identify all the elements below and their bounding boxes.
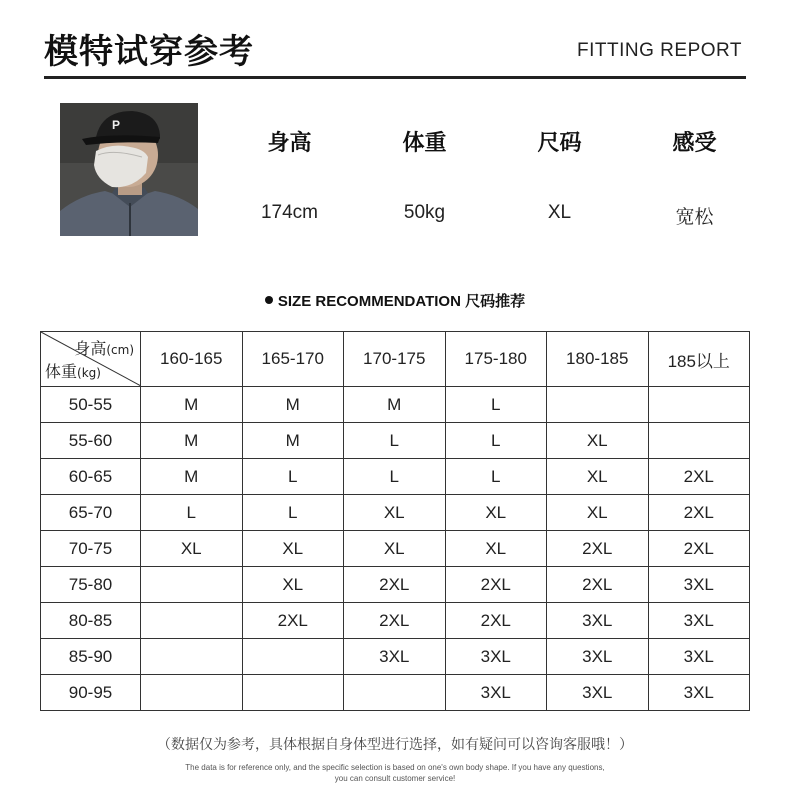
- height-range-header: 180-185: [547, 332, 649, 387]
- page-title: 模特试穿参考: [44, 32, 254, 72]
- weight-range-cell: 80-85: [41, 603, 141, 639]
- table-row: [41, 567, 750, 603]
- size-cell: M: [344, 387, 446, 423]
- size-cell: 2XL: [547, 567, 649, 603]
- size-cell: 3XL: [648, 603, 750, 639]
- size-table: [40, 331, 750, 711]
- info-value-size: XL: [547, 202, 572, 223]
- footer-note-en-line1: The data is for reference only, and the specific selection is based on one's own body shape. If you have any questions,: [185, 763, 605, 772]
- size-cell: 3XL: [648, 567, 750, 603]
- table-row: [41, 603, 750, 639]
- size-cell: [141, 639, 243, 675]
- size-cell: 3XL: [445, 639, 547, 675]
- size-cell: 3XL: [344, 639, 446, 675]
- size-cell: L: [344, 423, 446, 459]
- size-cell: [648, 387, 750, 423]
- size-cell: L: [141, 495, 243, 531]
- weight-range-cell: 70-75: [41, 531, 141, 567]
- weight-range-cell: 55-60: [41, 423, 141, 459]
- size-cell: L: [242, 495, 344, 531]
- size-cell: 2XL: [344, 567, 446, 603]
- size-cell: L: [242, 459, 344, 495]
- size-cell: XL: [547, 495, 649, 531]
- size-cell: L: [344, 459, 446, 495]
- weight-range-cell: 90-95: [41, 675, 141, 711]
- size-cell: M: [242, 423, 344, 459]
- size-cell: XL: [242, 567, 344, 603]
- weight-range-cell: 85-90: [41, 639, 141, 675]
- info-header-weight: 体重: [402, 131, 447, 156]
- info-value-feeling: 宽松: [675, 207, 714, 228]
- info-value-height: 174cm: [260, 202, 319, 223]
- size-cell: [547, 387, 649, 423]
- size-cell: 2XL: [344, 603, 446, 639]
- size-cell: M: [141, 387, 243, 423]
- size-cell: XL: [242, 531, 344, 567]
- info-header-feeling: 感受: [672, 131, 717, 156]
- size-cell: 2XL: [547, 531, 649, 567]
- table-corner-cell: [41, 332, 141, 387]
- height-range-header: 165-170: [242, 332, 344, 387]
- section-title-cn: 尺码推荐: [465, 293, 526, 310]
- table-header-row: [41, 332, 750, 387]
- cap-logo: P: [112, 118, 121, 132]
- size-cell: [141, 567, 243, 603]
- size-cell: M: [141, 459, 243, 495]
- size-cell: 2XL: [648, 459, 750, 495]
- corner-weight-label: 体重(kg): [45, 362, 101, 381]
- height-range-header: 185以上: [648, 332, 750, 387]
- weight-range-cell: 75-80: [41, 567, 141, 603]
- info-header-size: 尺码: [537, 131, 582, 156]
- table-row: [41, 531, 750, 567]
- size-cell: [344, 675, 446, 711]
- height-range-header: 175-180: [445, 332, 547, 387]
- size-cell: XL: [344, 531, 446, 567]
- size-cell: 2XL: [648, 531, 750, 567]
- size-cell: XL: [141, 531, 243, 567]
- table-body: [41, 387, 750, 711]
- section-heading: [0, 290, 790, 311]
- info-header-height: 身高: [267, 131, 312, 156]
- model-photo: [60, 103, 198, 236]
- size-cell: 3XL: [648, 675, 750, 711]
- weight-range-cell: 50-55: [41, 387, 141, 423]
- size-cell: [141, 675, 243, 711]
- size-cell: 3XL: [547, 639, 649, 675]
- size-cell: 2XL: [242, 603, 344, 639]
- size-cell: [242, 675, 344, 711]
- size-cell: XL: [344, 495, 446, 531]
- size-cell: XL: [547, 423, 649, 459]
- table-row: [41, 495, 750, 531]
- size-cell: M: [141, 423, 243, 459]
- size-cell: L: [445, 423, 547, 459]
- header-divider: [44, 76, 746, 79]
- info-value-weight: 50kg: [403, 202, 446, 223]
- footer-note-en-line2: you can consult customer service!: [334, 774, 456, 783]
- table-row: [41, 639, 750, 675]
- size-cell: 3XL: [648, 639, 750, 675]
- size-cell: 3XL: [547, 675, 649, 711]
- section-title-en: SIZE RECOMMENDATION: [277, 293, 461, 310]
- table-row: [41, 459, 750, 495]
- table-row: [41, 387, 750, 423]
- size-cell: 2XL: [445, 567, 547, 603]
- bullet-icon: [265, 296, 273, 304]
- height-range-header: 160-165: [141, 332, 243, 387]
- height-range-header: 170-175: [344, 332, 446, 387]
- size-cell: XL: [445, 495, 547, 531]
- footer-note-en: [0, 762, 790, 784]
- corner-height-label: 身高(cm): [74, 339, 134, 358]
- size-cell: 3XL: [547, 603, 649, 639]
- page-subtitle: FITTING REPORT: [577, 40, 742, 61]
- size-cell: 2XL: [648, 495, 750, 531]
- size-cell: M: [242, 387, 344, 423]
- size-cell: L: [445, 387, 547, 423]
- size-cell: [141, 603, 243, 639]
- model-info: [222, 122, 762, 234]
- model-photo-icon: [60, 103, 198, 236]
- weight-range-cell: 65-70: [41, 495, 141, 531]
- size-cell: XL: [547, 459, 649, 495]
- table-row: [41, 423, 750, 459]
- size-cell: 2XL: [445, 603, 547, 639]
- size-cell: 3XL: [445, 675, 547, 711]
- size-cell: [242, 639, 344, 675]
- size-cell: L: [445, 459, 547, 495]
- weight-range-cell: 60-65: [41, 459, 141, 495]
- size-cell: XL: [445, 531, 547, 567]
- footer-note-cn: （数据仅为参考，具体根据自身体型进行选择，如有疑问可以咨询客服哦！）: [157, 737, 633, 753]
- size-cell: [648, 423, 750, 459]
- table-row: [41, 675, 750, 711]
